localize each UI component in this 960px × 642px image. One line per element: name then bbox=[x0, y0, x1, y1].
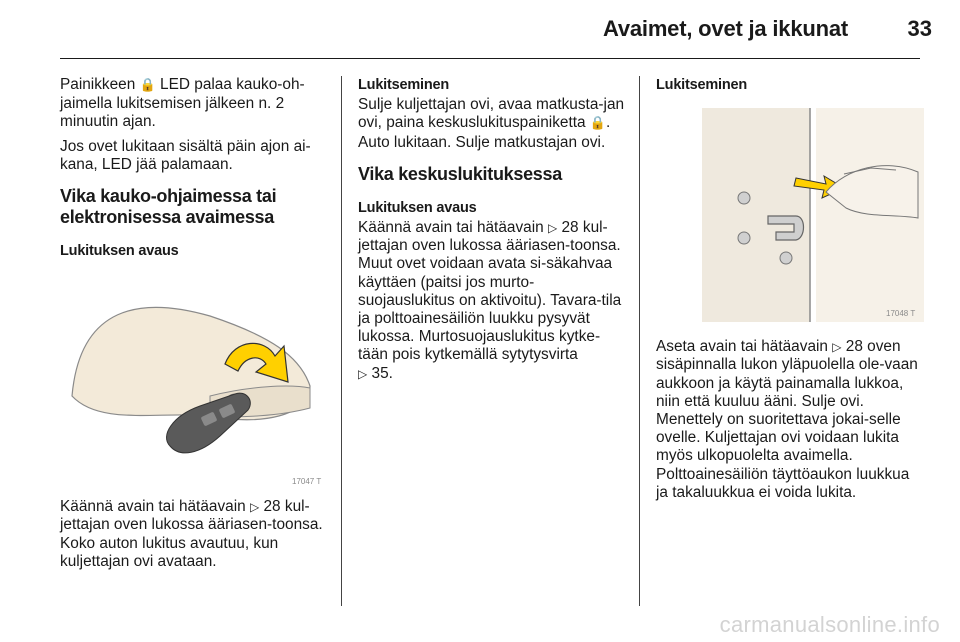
paragraph: Käännä avain tai hätäavain ▷ 28 kul-jettajan oven lukossa ääriasen-toonsa. Koko auton lukitus avautuu, kun kuljettajan ovi avataan. bbox=[60, 498, 323, 570]
central-lock-button-icon: 🔒 bbox=[589, 116, 607, 132]
figure-label: 17048 T bbox=[886, 309, 916, 319]
column-divider bbox=[341, 76, 342, 606]
central-lock-button-icon: 🔒 bbox=[139, 78, 156, 93]
column-divider bbox=[639, 76, 640, 606]
header-divider bbox=[60, 58, 920, 59]
paragraph: Aseta avain tai hätäavain ▷ 28 oven sisäpinnalla lukon yläpuolella ole-vaan aukkoon ja käytä painamalla lukkoa, niin että kuuluu ääni. Sulje ovi. Menettely on suoritettava jokai-selle ovelle. Kuljettajan ovi voidaan lukita myös ulkopuolelta avaimella. Polttoainesäiliön täyttöaukon luukkua ja takaluukkua ei voida lukita. bbox=[656, 338, 918, 501]
subheading: Lukitseminen bbox=[656, 77, 748, 93]
paragraph: Sulje kuljettajan ovi, avaa matkusta-jan ovi, paina keskuslukituspainiketta 🔒. Auto lukitaan. Sulje matkustajan ovi. bbox=[358, 96, 625, 151]
watermark: carmanualsonline.info bbox=[719, 612, 940, 637]
reference-arrow-icon: ▷ bbox=[358, 366, 368, 381]
paragraph: Painikkeen 🔒 LED palaa kauko-oh-jaimella lukitsemisen jälkeen n. 2 minuutin ajan. bbox=[60, 76, 305, 131]
reference-arrow-icon: ▷ bbox=[249, 500, 260, 515]
door-lock-illustration bbox=[656, 108, 924, 322]
subheading: Lukituksen avaus bbox=[358, 199, 477, 216]
paragraph: Käännä avain tai hätäavain ▷ 28 kul-jettajan oven lukossa ääriasen-toonsa. Muut ovet voidaan avata si-säkahvaa käyttäen (paitsi jos murto-suojauslukitus on aktivoitu). Tavara-tila ja polttoainesäiliön luukku pysyvät lukossa. Murtosuojauslukitus kytke-tään pois kytkemällä sytytysvirta ▷ 35. bbox=[358, 219, 622, 382]
paragraph: Jos ovet lukitaan sisältä päin ajon ai-kana, LED jää palamaan. bbox=[60, 137, 311, 173]
subheading: Lukitseminen bbox=[358, 77, 450, 93]
key-in-lock-illustration bbox=[60, 276, 328, 488]
figure-label: 17047 T bbox=[292, 477, 322, 487]
reference-arrow-icon: ▷ bbox=[547, 221, 558, 236]
column-1 bbox=[60, 76, 328, 577]
page-title: Avaimet, ovet ja ikkunat bbox=[602, 16, 848, 41]
section-heading: Vika keskuslukituksessa bbox=[358, 163, 562, 184]
section-heading: Vika kauko-ohjaimessa tai elektronisessa avaimessa bbox=[60, 186, 277, 228]
page-number: 33 bbox=[907, 16, 932, 41]
reference-arrow-icon: ▷ bbox=[832, 340, 842, 355]
column-3 bbox=[656, 76, 924, 508]
subheading: Lukituksen avaus bbox=[60, 243, 179, 260]
column-2 bbox=[358, 76, 626, 389]
